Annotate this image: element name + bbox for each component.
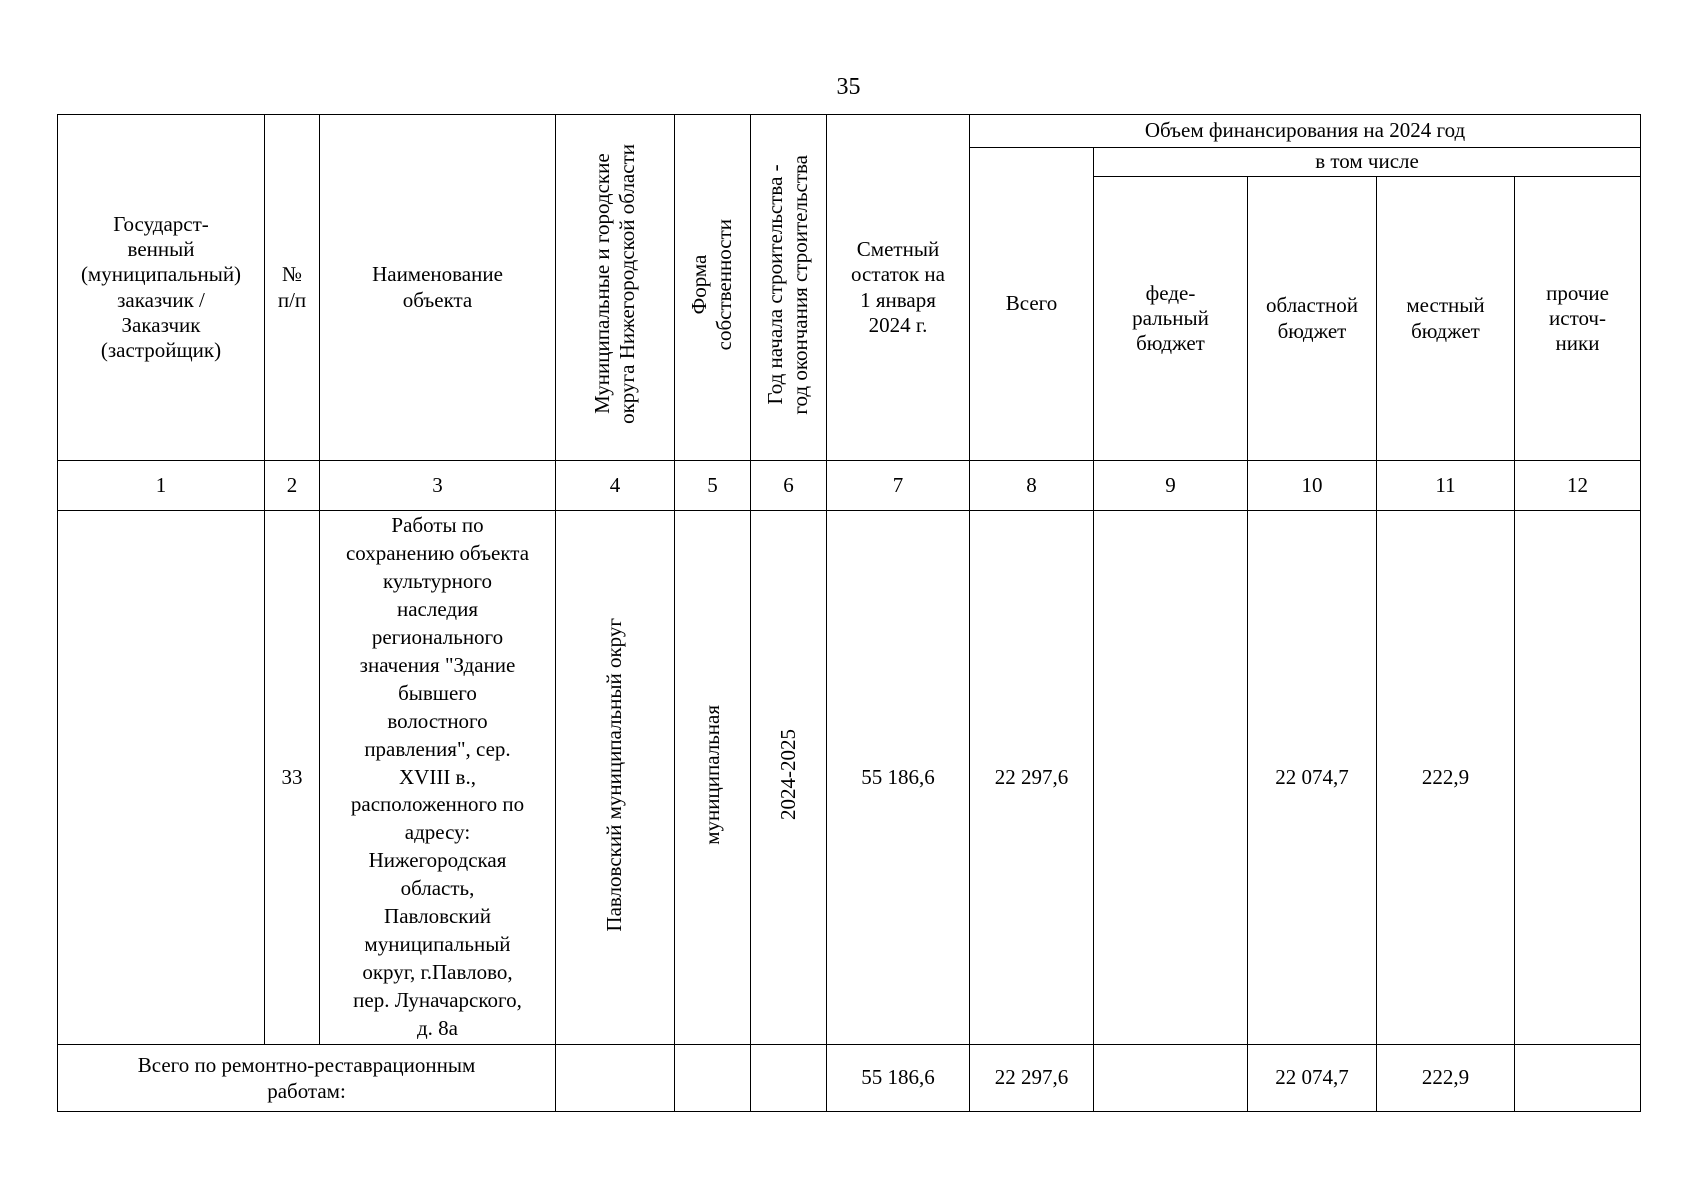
- header-local: [1377, 177, 1515, 461]
- total-municipality: [556, 1045, 675, 1112]
- column-number: 6: [751, 461, 827, 511]
- total-label: [58, 1045, 556, 1112]
- header-regional-label: областной бюджет: [1266, 293, 1358, 343]
- total-federal: [1094, 1045, 1248, 1112]
- column-number: 11: [1377, 461, 1515, 511]
- header-number: [265, 115, 320, 461]
- total-regional: 22 074,7: [1248, 1045, 1377, 1112]
- total-label-text: Всего по ремонтно-реставрационным работам:: [137, 1053, 476, 1103]
- total-ownership: [675, 1045, 751, 1112]
- cell-object-name: [320, 511, 556, 1045]
- column-number: 10: [1248, 461, 1377, 511]
- header-ownership-label: Форма собственности: [687, 218, 737, 351]
- header-funding-group: [970, 115, 1641, 148]
- column-number: 9: [1094, 461, 1248, 511]
- page-number: 35: [836, 74, 861, 100]
- financing-table: [57, 114, 1641, 1112]
- header-number-label: № п/п: [277, 262, 307, 312]
- header-including: [1094, 148, 1641, 177]
- header-years: [751, 115, 827, 461]
- table-row: [58, 511, 1641, 1045]
- column-number: 3: [320, 461, 556, 511]
- cell-federal: [1094, 511, 1248, 1045]
- header-years-label: Год начала строительства - год окончания строительства: [763, 154, 813, 415]
- cell-local: 222,9: [1377, 511, 1515, 1045]
- cell-municipality: [556, 511, 675, 1045]
- object-name-text: Работы по сохранению объекта культурного наследия регионального значения "Здание бывшего волостного правления", сер. XVIII в., расположенного по адресу: Нижегородская область, Павловский муниципальный округ, г.Павлово, пер. Луначарского, д. 8а: [345, 513, 530, 1040]
- column-number: 12: [1515, 461, 1641, 511]
- header-ownership: [675, 115, 751, 461]
- header-customer-label: Государст- венный (муниципальный) заказчик / Заказчик (застройщик): [80, 211, 242, 362]
- column-number: 5: [675, 461, 751, 511]
- header-local-label: местный бюджет: [1406, 293, 1485, 343]
- municipality-text: Павловский муниципальный округ: [602, 617, 627, 932]
- header-total: [970, 148, 1094, 461]
- years-text: 2024-2025: [775, 728, 800, 820]
- header-other: [1515, 177, 1641, 461]
- header-estimate-balance: [827, 115, 970, 461]
- column-number: 1: [58, 461, 265, 511]
- cell-ownership: [675, 511, 751, 1045]
- header-object-name-label: Наименование объекта: [372, 262, 503, 312]
- total-other: [1515, 1045, 1641, 1112]
- cell-years: [751, 511, 827, 1045]
- header-federal: [1094, 177, 1248, 461]
- header-municipality-label: Муниципальные и городские округа Нижегородской области: [589, 144, 639, 425]
- total-row: [58, 1045, 1641, 1112]
- ownership-text: муниципальная: [699, 704, 724, 845]
- column-number: 8: [970, 461, 1094, 511]
- total-total: 22 297,6: [970, 1045, 1094, 1112]
- cell-customer: [58, 511, 265, 1045]
- cell-regional: 22 074,7: [1248, 511, 1377, 1045]
- header-including-label: в том числе: [1315, 149, 1419, 174]
- header-funding-group-label: Объем финансирования на 2024 год: [1144, 118, 1466, 143]
- cell-total: 22 297,6: [970, 511, 1094, 1045]
- column-number-row: [58, 461, 1641, 511]
- header-total-label: Всего: [1005, 291, 1058, 316]
- header-regional: [1248, 177, 1377, 461]
- header-estimate-balance-label: Сметный остаток на 1 января 2024 г.: [851, 237, 945, 337]
- header-customer: [58, 115, 265, 461]
- cell-other: [1515, 511, 1641, 1045]
- header-object-name: [320, 115, 556, 461]
- header-municipality: [556, 115, 675, 461]
- total-years: [751, 1045, 827, 1112]
- column-number: 2: [265, 461, 320, 511]
- total-local: 222,9: [1377, 1045, 1515, 1112]
- column-number: 4: [556, 461, 675, 511]
- total-estimate-balance: 55 186,6: [827, 1045, 970, 1112]
- header-other-label: прочие источ- ники: [1546, 280, 1609, 356]
- header-federal-label: феде- ральный бюджет: [1132, 280, 1209, 356]
- cell-number: 33: [265, 511, 320, 1045]
- cell-estimate-balance: 55 186,6: [827, 511, 970, 1045]
- column-number: 7: [827, 461, 970, 511]
